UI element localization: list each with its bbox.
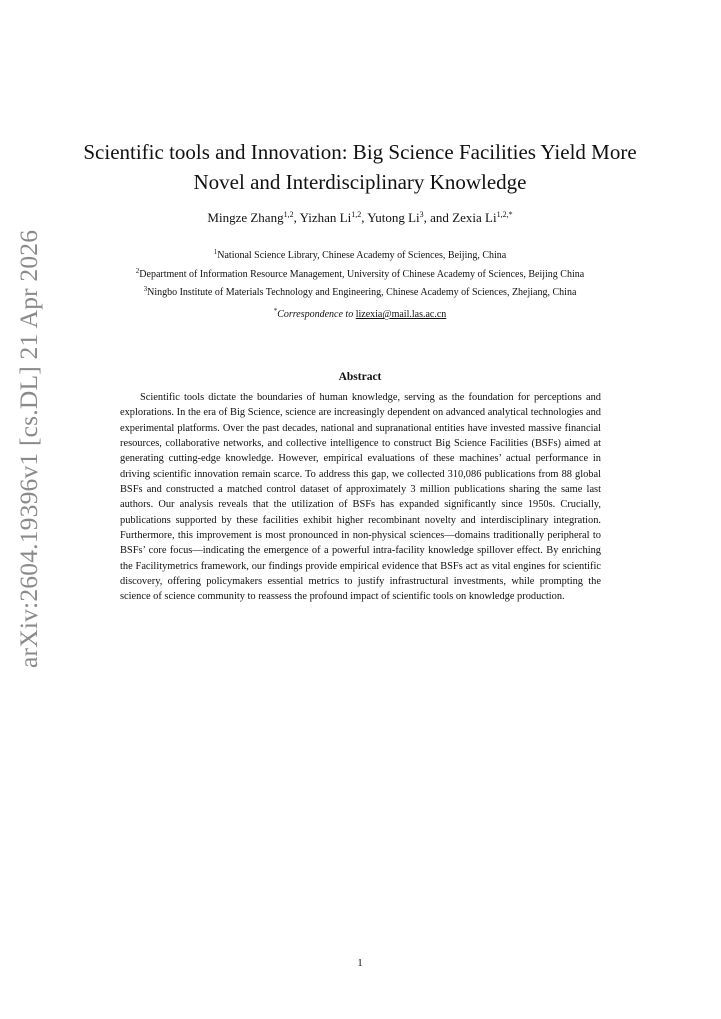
author-name: Zexia Li	[452, 210, 497, 225]
affiliation-item	[40, 282, 680, 301]
affiliation-list	[40, 245, 680, 301]
affiliation-item	[40, 264, 680, 283]
author-affiliation-mark: 3	[419, 210, 424, 219]
correspondence-label: Correspondence to	[277, 309, 354, 320]
author-name: Yutong Li	[367, 210, 420, 225]
correspondence-mark: *	[273, 307, 278, 315]
author-affiliation-mark: 1,2	[283, 210, 294, 219]
affiliation-mark: 1	[213, 248, 218, 256]
author-list	[60, 210, 660, 226]
abstract-heading: Abstract	[338, 371, 382, 383]
title-line-1: Scientific tools and Innovation: Big Science Facilities Yield More	[83, 140, 637, 164]
paper-title	[60, 137, 660, 197]
correspondence-line	[60, 307, 660, 320]
correspondence-email-link[interactable]: lizexia@mail.las.ac.cn	[355, 309, 447, 320]
author-name: Mingze Zhang	[207, 210, 284, 225]
affiliation-mark: 2	[135, 266, 140, 275]
author-affiliation-mark: 1,2,*	[496, 210, 513, 219]
affiliation-text: National Science Library, Chinese Academy of Sciences, Beijing, China	[217, 250, 507, 261]
affiliation-mark: 3	[143, 285, 148, 294]
author-separator: ,	[293, 210, 300, 225]
abstract-body: Scientific tools dictate the boundaries of human knowledge, serving as the foundation for perceptions and explorations. In the era of Big Science, science are increasingly dependent on advanced analytical technologies and experimental platforms. Over the past decades, national and supranational entities have invested massive financial resources, collaborative networks, and collective intelligence to construct Big Science Facilities (BSFs) aimed at generating cutting-edge knowledge. However, empirical evaluations of these machines’ actual performance in driving scientific innovation remain scarce. To address this gap, we collected 310,086 publications from 88 global BSFs and constructed a matched control dataset of approximately 3 million publications sharing the same last authors. Our analysis reveals that the utilization of BSFs has expanded significantly since 1950s. Crucially, publications supported by these facilities exhibit higher recombinant novelty and interdisciplinary integration. Furthermore, this improvement is most pronounced in non-physical sciences—domains traditionally peripheral to BSFs’ core focus—indicating the emergence of a powerful intra-facility knowledge spillover effect. By enriching the Facilitymetrics framework, our findings provide empirical evidence that BSFs act as vital engines for scientific discovery, offering policymakers essential metrics to justify infrastructural investments, while prompting the science of science community to reassess the profound impact of scientific tools on knowledge production.	[120, 392, 601, 603]
affiliation-text: Ningbo Institute of Materials Technology and Engineering, Chinese Academy of Sciences, Zhejiang, China	[147, 287, 577, 299]
title-line-2: Novel and Interdisciplinary Knowledge	[193, 170, 527, 194]
author-affiliation-mark: 1,2	[351, 210, 362, 219]
page-number: 1	[357, 957, 363, 969]
affiliation-text: Department of Information Resource Management, University of Chinese Academy of Sciences, Beijing China	[139, 268, 585, 280]
author-separator: , and	[423, 210, 453, 225]
affiliation-item	[40, 245, 680, 264]
arxiv-identifier-stamp: arXiv:2604.19396v1 [cs.DL] 21 Apr 2026	[14, 229, 43, 668]
author-name: Yizhan Li	[299, 210, 352, 225]
author-separator: ,	[361, 210, 368, 225]
